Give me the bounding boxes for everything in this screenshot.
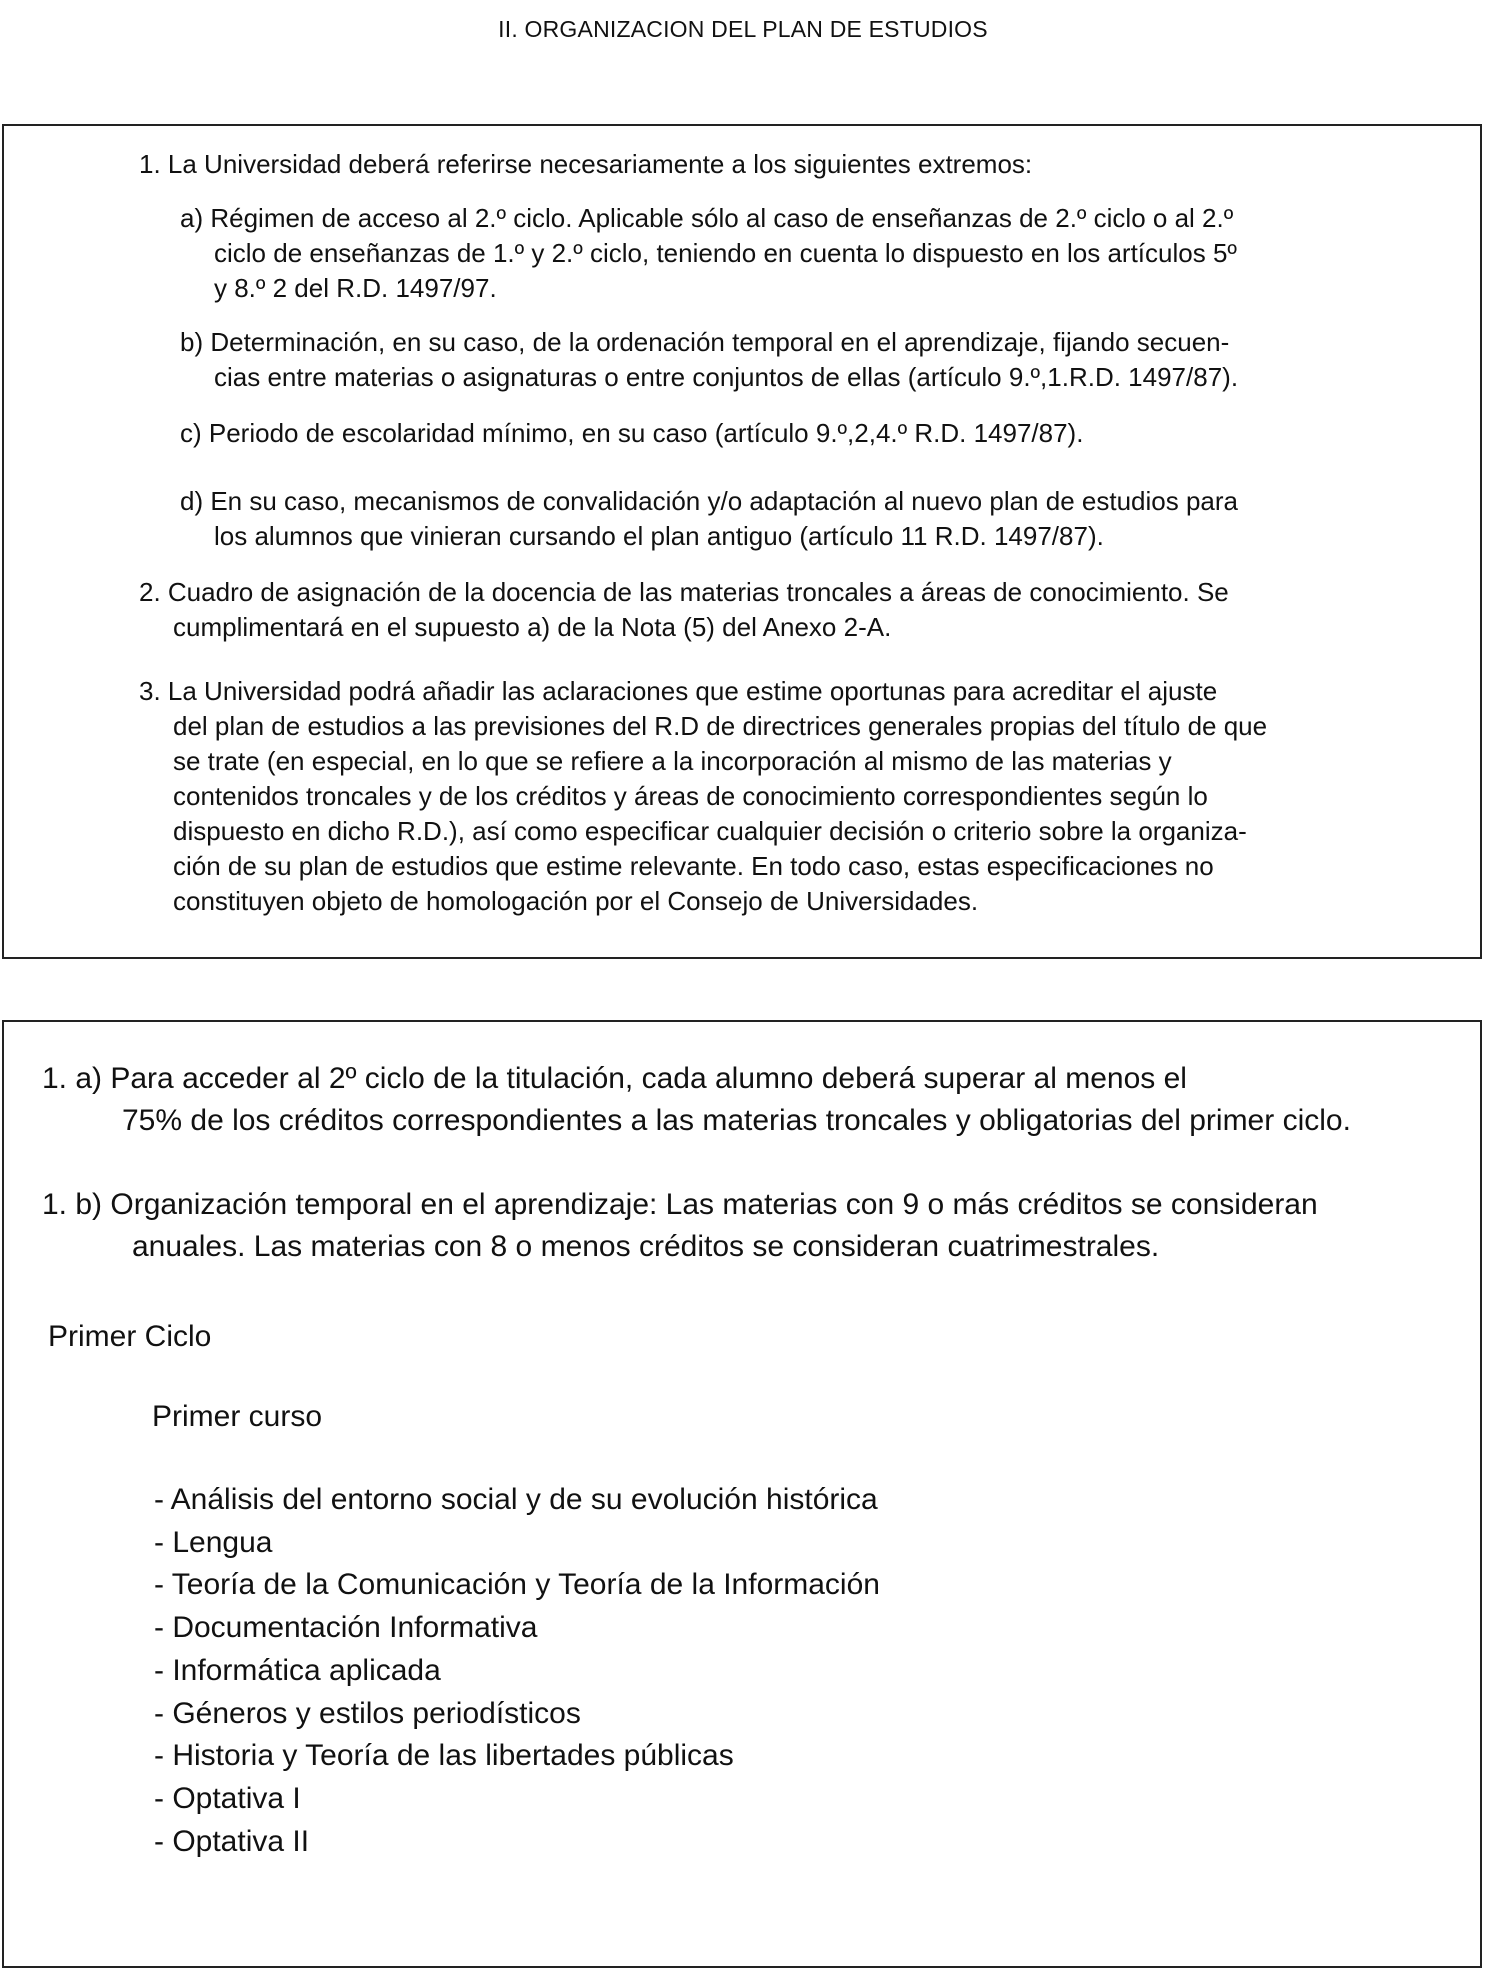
answer-1a-line-1: 1. a) Para acceder al 2º ciclo de la titulación, cada alumno deberá superar al menos el — [42, 1062, 1187, 1095]
instruction-item-3-line-7: constituyen objeto de homologación por el Consejo de Universidades. — [173, 886, 979, 916]
answer-1b-line-1: 1. b) Organización temporal en el aprendizaje: Las materias con 9 o más créditos se consideran — [42, 1188, 1318, 1221]
course-item: - Historia y Teoría de las libertades públicas — [154, 1739, 734, 1773]
answers-box — [2, 1020, 1482, 1968]
course-item: - Optativa I — [154, 1781, 301, 1815]
instruction-item-3-line-5: dispuesto en dicho R.D.), así como especificar cualquier decisión o criterio sobre la organiza- — [173, 816, 1247, 846]
cycle-heading: Primer Ciclo — [48, 1320, 212, 1353]
page-title: II. ORGANIZACION DEL PLAN DE ESTUDIOS — [498, 16, 988, 42]
instructions-box — [2, 124, 1482, 959]
instruction-item-1b-line-1: b) Determinación, en su caso, de la ordenación temporal en el aprendizaje, fijando secuen- — [180, 327, 1230, 357]
instruction-item-1d-line-1: d) En su caso, mecanismos de convalidación y/o adaptación al nuevo plan de estudios para — [180, 486, 1238, 516]
instruction-item-1-intro: 1. La Universidad deberá referirse necesariamente a los siguientes extremos: — [139, 149, 1033, 179]
answer-1b-line-2: anuales. Las materias con 8 o menos créditos se consideran cuatrimestrales. — [132, 1230, 1160, 1263]
instruction-item-3-line-6: ción de su plan de estudios que estime relevante. En todo caso, estas especificaciones no — [173, 851, 1214, 881]
instruction-item-1d-line-2: los alumnos que vinieran cursando el plan antiguo (artículo 11 R.D. 1497/87). — [214, 521, 1104, 551]
course-item: - Géneros y estilos periodísticos — [154, 1696, 581, 1730]
course-item: - Teoría de la Comunicación y Teoría de la Información — [154, 1568, 880, 1602]
instruction-item-3-line-3: se trate (en especial, en lo que se refiere a la incorporación al mismo de las materias y — [173, 746, 1172, 776]
instruction-item-2-line-1: 2. Cuadro de asignación de la docencia de las materias troncales a áreas de conocimiento. Se — [139, 577, 1229, 607]
course-item: - Lengua — [154, 1525, 273, 1559]
course-list — [154, 1479, 880, 1863]
course-item: - Optativa II — [154, 1824, 310, 1858]
answer-1a-line-2: 75% de los créditos correspondientes a las materias troncales y obligatorias del primer ciclo. — [122, 1104, 1351, 1137]
instruction-item-3-line-1: 3. La Universidad podrá añadir las aclaraciones que estime oportunas para acreditar el ajuste — [139, 676, 1218, 706]
instruction-item-1a-line-3: y 8.º 2 del R.D. 1497/97. — [214, 273, 497, 303]
instruction-item-3-line-4: contenidos troncales y de los créditos y áreas de conocimiento correspondientes según lo — [173, 781, 1208, 811]
instruction-item-1b-line-2: cias entre materias o asignaturas o entre conjuntos de ellas (artículo 9.º,1.R.D. 1497/87). — [214, 362, 1239, 392]
course-item: - Informática aplicada — [154, 1653, 441, 1687]
course-item: - Análisis del entorno social y de su evolución histórica — [154, 1483, 878, 1516]
instruction-item-1a-line-1: a) Régimen de acceso al 2.º ciclo. Aplicable sólo al caso de enseñanzas de 2.º ciclo o al 2.º — [180, 203, 1234, 233]
instruction-item-1c: c) Periodo de escolaridad mínimo, en su caso (artículo 9.º,2,4.º R.D. 1497/87). — [180, 418, 1084, 448]
course-heading: Primer curso — [152, 1400, 323, 1433]
instruction-item-1a-line-2: ciclo de enseñanzas de 1.º y 2.º ciclo, teniendo en cuenta lo dispuesto en los artículos 5º — [214, 238, 1237, 268]
instruction-item-2-line-2: cumplimentará en el supuesto a) de la Nota (5) del Anexo 2-A. — [173, 612, 892, 642]
instruction-item-3-line-2: del plan de estudios a las previsiones del R.D de directrices generales propias del título de que — [173, 711, 1268, 741]
course-item: - Documentación Informativa — [154, 1611, 538, 1645]
